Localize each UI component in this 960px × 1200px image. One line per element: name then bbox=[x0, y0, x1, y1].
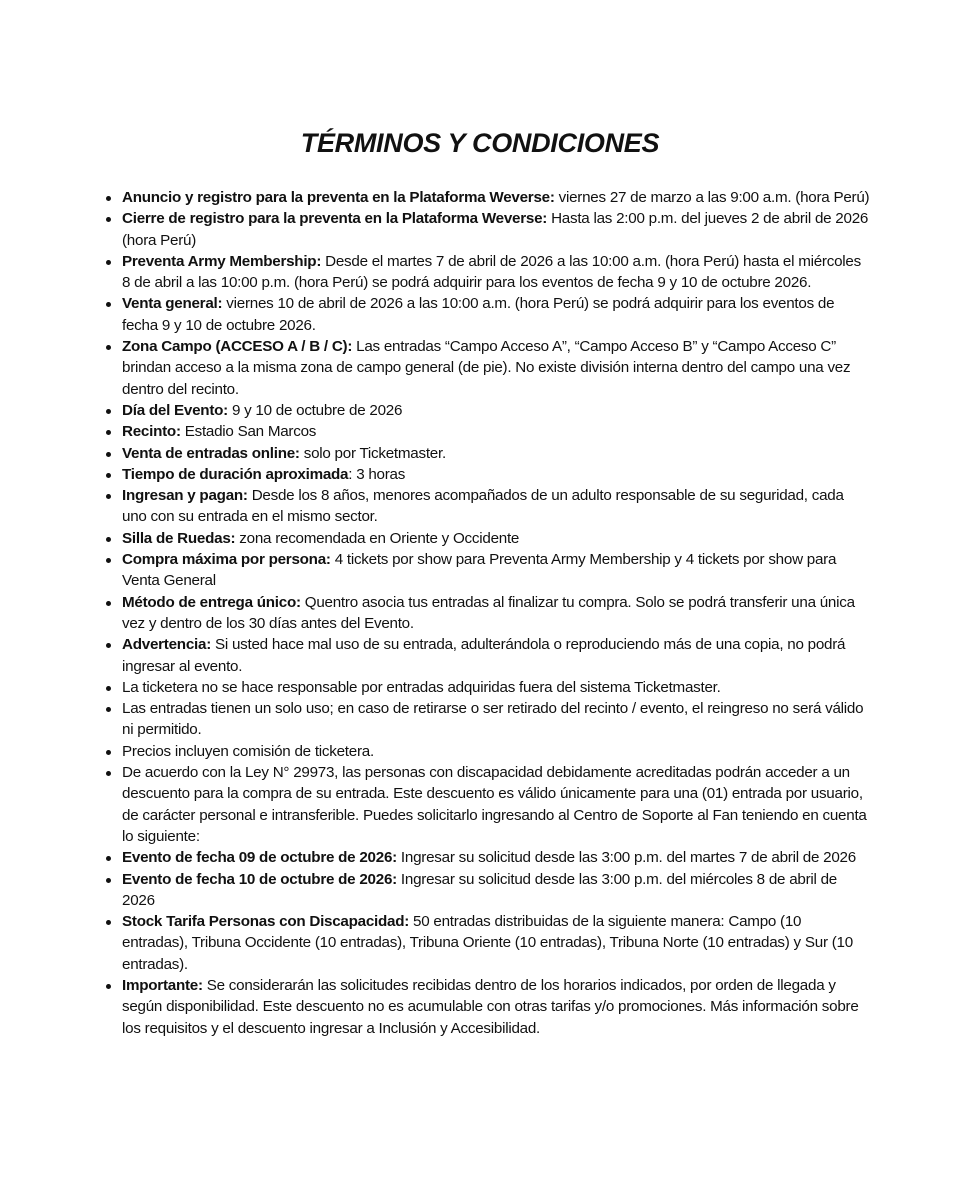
terms-list-item bbox=[122, 975, 870, 1039]
term-text: solo por Ticketmaster. bbox=[299, 444, 446, 462]
term-label: Cierre de registro para la preventa en la Plataforma Weverse: bbox=[122, 210, 548, 228]
term-label: Método de entrega único: bbox=[122, 593, 301, 611]
term-text: Desde el martes 7 de abril de 2026 a las 10:00 a.m. (hora Perú) hasta el miércoles 8 de abril a las 10:00 p.m. (hora Perú) se podrá adquirir para los eventos de fecha 9 y 10 de octubre 2026. bbox=[122, 252, 861, 292]
bullet-icon bbox=[106, 643, 111, 648]
terms-list-item bbox=[122, 698, 870, 741]
terms-list-item bbox=[122, 677, 870, 698]
terms-list-item bbox=[122, 634, 870, 677]
term-text: Se considerarán las solicitudes recibidas dentro de los horarios indicados, por orden de llegada y según disponibilidad. Este descuento no es acumulable con otras tarifas y/o promociones. Más información sobre los requisitos y el descuento ingresar a Inclusión y Accesibilidad. bbox=[122, 976, 859, 1037]
term-label: Día del Evento: bbox=[122, 401, 228, 419]
bullet-icon bbox=[106, 217, 111, 222]
bullet-icon bbox=[106, 409, 111, 414]
term-text: La ticketera no se hace responsable por entradas adquiridas fuera del sistema Ticketmaster. bbox=[122, 678, 721, 696]
bullet-icon bbox=[106, 558, 111, 563]
term-label: Evento de fecha 10 de octubre de 2026: bbox=[122, 870, 397, 888]
bullet-icon bbox=[106, 707, 111, 712]
term-text: Quentro asocia tus entradas al finalizar tu compra. Solo se podrá transferir una única vez y dentro de los 30 días antes del Evento. bbox=[122, 593, 855, 632]
term-text: Ingresar su solicitud desde las 3:00 p.m. del martes 7 de abril de 2026 bbox=[396, 849, 856, 867]
terms-list-item bbox=[122, 400, 870, 421]
bullet-icon bbox=[106, 302, 111, 307]
bullet-icon bbox=[106, 260, 111, 265]
term-label: Preventa Army Membership: bbox=[122, 252, 322, 270]
term-label: Compra máxima por persona: bbox=[122, 551, 331, 569]
terms-list-item bbox=[122, 762, 870, 847]
terms-list-item bbox=[122, 549, 870, 592]
bullet-icon bbox=[106, 920, 111, 925]
term-label: Anuncio y registro para la preventa en la Plataforma Weverse: bbox=[122, 189, 555, 206]
term-text: Estadio San Marcos bbox=[180, 423, 317, 441]
term-text: viernes 27 de marzo a las 9:00 a.m. (hora Perú) bbox=[554, 189, 870, 206]
terms-list-item bbox=[122, 528, 870, 549]
term-text: viernes 10 de abril de 2026 a las 10:00 a.m. (hora Perú) se podrá adquirir para los eventos de fecha 9 y 10 de octubre 2026. bbox=[122, 295, 835, 334]
page-title: TÉRMINOS Y CONDICIONES bbox=[300, 128, 660, 158]
term-label: Silla de Ruedas: bbox=[122, 529, 236, 547]
term-label: Importante: bbox=[122, 976, 203, 994]
terms-list-item bbox=[122, 443, 870, 464]
term-text: Las entradas tienen un solo uso; en caso de retirarse o ser retirado del recinto / evento, el reingreso no será válido ni permitido. bbox=[122, 700, 864, 739]
bullet-icon bbox=[106, 430, 111, 435]
term-text: Si usted hace mal uso de su entrada, adulterándola o reproduciendo más de una copia, no podrá ingresar al evento. bbox=[122, 636, 846, 675]
term-label: Zona Campo (ACCESO A / B / C): bbox=[122, 338, 353, 356]
term-label: Ingresan y pagan: bbox=[122, 487, 248, 505]
term-label: Stock Tarifa Personas con Discapacidad: bbox=[122, 913, 410, 931]
terms-list-item bbox=[122, 847, 870, 868]
bullet-icon bbox=[106, 601, 111, 606]
term-text: Ingresar su solicitud desde las 3:00 p.m. del miércoles 8 de abril de 2026 bbox=[122, 870, 838, 909]
terms-list-item bbox=[122, 251, 870, 294]
bullet-icon bbox=[106, 345, 111, 350]
bullet-icon bbox=[106, 984, 111, 989]
terms-list-item bbox=[122, 208, 870, 251]
bullet-icon bbox=[106, 452, 111, 457]
terms-list-item bbox=[122, 336, 870, 400]
terms-list-item bbox=[122, 741, 870, 762]
bullet-icon bbox=[106, 750, 111, 755]
term-label: Venta de entradas online: bbox=[122, 444, 300, 462]
term-text: 9 y 10 de octubre de 2026 bbox=[227, 401, 403, 419]
term-label: Tiempo de duración aproximada bbox=[122, 465, 349, 483]
term-label: Recinto: bbox=[122, 423, 181, 441]
terms-list-item bbox=[122, 187, 870, 208]
bullet-icon bbox=[106, 686, 111, 691]
term-text: Hasta las 2:00 p.m. del jueves 2 de abril de 2026 (hora Perú) bbox=[122, 210, 869, 249]
bullet-icon bbox=[106, 878, 111, 883]
terms-list-item bbox=[122, 421, 870, 442]
terms-list-item bbox=[122, 293, 870, 336]
bullet-icon bbox=[106, 771, 111, 776]
term-text: 50 entradas distribuidas de la siguiente manera: Campo (10 entradas), Tribuna Occidente (10 entradas), Tribuna Oriente (10 entradas), Tribuna Norte (10 entradas) y Sur (10 entradas). bbox=[122, 913, 853, 973]
bullet-icon bbox=[106, 494, 111, 499]
term-text: De acuerdo con la Ley N° 29973, las personas con discapacidad debidamente acreditadas podrán acceder a un descuento para la compra de su entrada. Este descuento es válido únicamente para una (01) entrada por usuario, de carácter personal e intransferible. Puedes solicitarlo ingresando al Centro de Soporte al Fan teniendo en cuenta lo siguiente: bbox=[122, 764, 867, 845]
bullet-icon bbox=[106, 196, 111, 201]
terms-list-item bbox=[122, 485, 870, 528]
bullet-icon bbox=[106, 473, 111, 478]
term-text: 4 tickets por show para Preventa Army Membership y 4 tickets por show para Venta General bbox=[122, 551, 837, 590]
term-label: Venta general: bbox=[122, 295, 223, 313]
term-text: Desde los 8 años, menores acompañados de un adulto responsable de su seguridad, cada uno con su entrada en el mismo sector. bbox=[122, 487, 844, 526]
term-text: zona recomendada en Oriente y Occidente bbox=[235, 529, 520, 547]
terms-list-item bbox=[122, 911, 870, 975]
term-text: : 3 horas bbox=[348, 465, 406, 483]
term-label: Evento de fecha 09 de octubre de 2026: bbox=[122, 849, 397, 867]
terms-list bbox=[122, 187, 870, 1039]
bullet-icon bbox=[106, 537, 111, 542]
terms-list-item bbox=[122, 592, 870, 635]
terms-list-item bbox=[122, 869, 870, 912]
terms-list-item bbox=[122, 464, 870, 485]
term-label: Advertencia: bbox=[122, 636, 212, 654]
term-text: Las entradas “Campo Acceso A”, “Campo Acceso B” y “Campo Acceso C” brindan acceso a la misma zona de campo general (de pie). No existe división interna dentro del campo una vez dentro del recinto. bbox=[122, 338, 851, 398]
bullet-icon bbox=[106, 856, 111, 861]
term-text: Precios incluyen comisión de ticketera. bbox=[122, 742, 374, 760]
